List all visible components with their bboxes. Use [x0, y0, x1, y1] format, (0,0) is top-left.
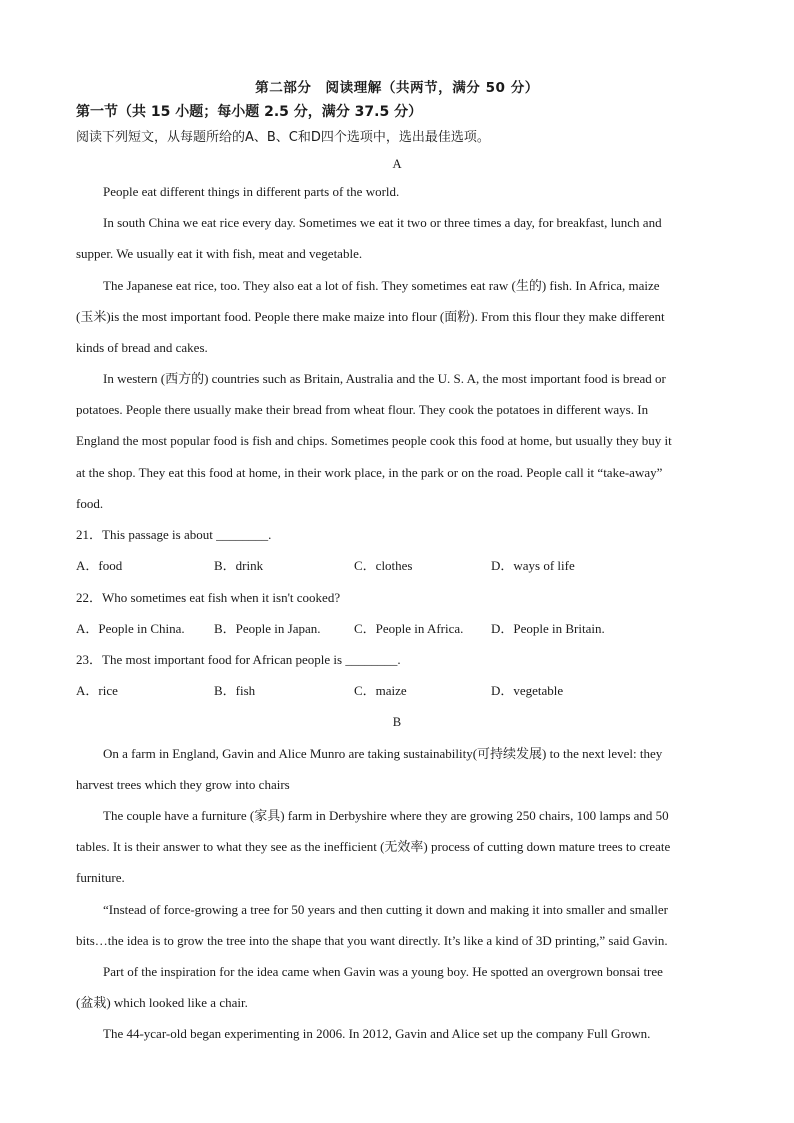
answer-option[interactable]: D．ways of life: [491, 558, 575, 573]
question-stem: 23．The most important food for African people is ________.: [76, 652, 401, 667]
question-stem: 21．This passage is about ________.: [76, 527, 272, 542]
passage-a-line: In western (西方的) countries such as Britain, Australia and the U. S. A, the most important food is bread or: [103, 371, 666, 386]
passage-b-line: (盆栽) which looked like a chair.: [76, 995, 248, 1010]
instruction: 阅读下列短文，从每题所给的A、B、C和D四个选项中，选出最佳选项。: [76, 130, 490, 145]
passage-a-line: In south China we eat rice every day. Sometimes we eat it two or three times a day, for breakfast, lunch and: [103, 215, 662, 230]
passage-a-line: potatoes. People there usually make their bread from wheat flour. They cook the potatoes in different ways. In: [76, 402, 649, 417]
question-stem: 22．Who sometimes eat fish when it isn't cooked?: [76, 590, 341, 605]
passage-b-line: “Instead of force-growing a tree for 50 years and then cutting it down and making it into smaller and smaller: [103, 902, 668, 917]
passage-a-line: supper. We usually eat it with fish, meat and vegetable.: [76, 246, 363, 261]
answer-option[interactable]: A．People in China.: [76, 621, 185, 636]
answer-option[interactable]: B．fish: [214, 683, 256, 698]
answer-option[interactable]: C．maize: [354, 683, 407, 698]
answer-option[interactable]: C．People in Africa.: [354, 621, 464, 636]
passage-a-line: food.: [76, 496, 104, 511]
answer-option[interactable]: D．People in Britain.: [491, 621, 605, 636]
passage-b-line: bits…the idea is to grow the tree into the shape that you want directly. It’s like a kind of 3D printing,” said Gavin.: [76, 933, 668, 948]
passage-b-line: tables. It is their answer to what they see as the inefficient (无效率) process of cutting down mature trees to create: [76, 839, 671, 854]
passage-a-letter: A: [392, 157, 402, 171]
answer-option[interactable]: B．drink: [214, 558, 264, 573]
passage-b-line: furniture.: [76, 870, 125, 885]
answer-option[interactable]: C．clothes: [354, 558, 413, 573]
answer-option[interactable]: B．People in Japan.: [214, 621, 321, 636]
passage-a-line: kinds of bread and cakes.: [76, 340, 208, 355]
passage-a-line: (玉米)is the most important food. People there make maize into flour (面粉). From this flour they make different: [76, 309, 665, 324]
answer-option[interactable]: A．rice: [76, 683, 118, 698]
answer-option[interactable]: D．vegetable: [491, 683, 564, 698]
passage-a-line: England the most popular food is fish and chips. Sometimes people cook this food at home, but usually they buy it: [76, 433, 672, 448]
answer-option[interactable]: A．food: [76, 558, 123, 573]
part-title: 第二部分 阅读理解（共两节，满分 50 分）: [255, 80, 539, 96]
passage-b-line: The 44-ycar-old began experimenting in 2006. In 2012, Gavin and Alice set up the company Full Grown.: [103, 1026, 651, 1041]
section-title: 第一节（共 15 小题；每小题 2.5 分，满分 37.5 分）: [76, 104, 423, 120]
passage-b-line: The couple have a furniture (家具) farm in Derbyshire where they are growing 250 chairs, 100 lamps and 50: [103, 808, 669, 823]
passage-a-line: People eat different things in different parts of the world.: [103, 184, 400, 199]
passage-b-line: On a farm in England, Gavin and Alice Munro are taking sustainability(可持续发展) to the next level: they: [103, 746, 663, 761]
passage-b-line: Part of the inspiration for the idea came when Gavin was a young boy. He spotted an overgrown bonsai tree: [103, 964, 663, 979]
passage-a-line: The Japanese eat rice, too. They also eat a lot of fish. They sometimes eat raw (生的) fish. In Africa, maize: [103, 278, 660, 293]
passage-b-line: harvest trees which they grow into chairs: [76, 777, 290, 792]
passage-b-letter: B: [392, 715, 402, 729]
passage-a-line: at the shop. They eat this food at home, in their work place, in the park or on the road. People call it “take-away”: [76, 465, 663, 480]
